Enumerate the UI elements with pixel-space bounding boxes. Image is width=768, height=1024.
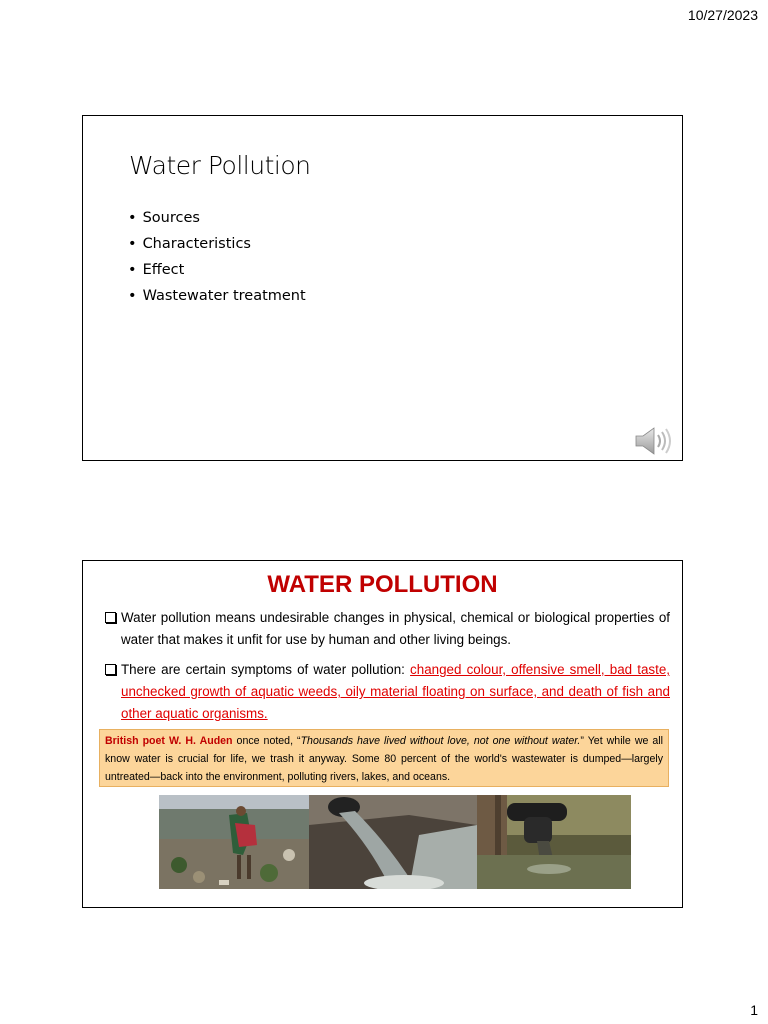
date: 10/27/2023: [687, 7, 758, 23]
quote-author: British poet W. H. Auden: [105, 735, 233, 747]
photo-discharge-pipe: [477, 795, 631, 889]
bullet-definition: [105, 607, 670, 651]
slide-2: [82, 560, 683, 908]
slide-1: [82, 115, 683, 461]
quote-rest: ” Yet while we all know water is crucial for life, we trash it anyway. Some 80 percent of the world's wastewater is dumped—largely untreated—back into the environment, polluting rivers, lakes, and oceans.: [105, 735, 663, 783]
bullet-symptoms: [105, 659, 670, 725]
speaker-icon[interactable]: [634, 426, 674, 456]
photo-polluted-shoreline: [159, 795, 309, 889]
definition-text: Water pollution means undesirable changes in physical, chemical or biological properties of water that makes it unfit for use by human and other living beings.: [121, 610, 670, 647]
photo-sewage-drain: [309, 795, 477, 889]
checkbox-bullet-icon: [105, 664, 116, 675]
auden-quote-box: [99, 729, 669, 787]
symptoms-highlight-text: changed colour, offensive smell, bad taste, unchecked growth of aquatic weeds, oily material floating on surface, and death of fish and other aquatic organisms.: [121, 662, 670, 721]
slide-1-title: Water Pollution: [129, 151, 311, 180]
bullet-wastewater-treatment: • Wastewater treatment: [128, 286, 306, 312]
page-number: 1: [750, 1002, 758, 1018]
slide-1-bullet-list: [128, 208, 306, 312]
checkbox-bullet-icon: [105, 612, 116, 623]
quote-intro: once noted, “: [232, 735, 301, 747]
pollution-photos: [159, 795, 631, 889]
slide-2-title: WATER POLLUTION: [267, 571, 498, 598]
bullet-characteristics: • Characteristics: [128, 234, 306, 260]
symptoms-lead-text: There are certain symptoms of water pollution:: [121, 662, 411, 677]
bullet-sources: • Sources: [128, 208, 306, 234]
bullet-effect: • Effect: [128, 260, 306, 286]
quote-italic: Thousands have lived without love, not one without water.: [300, 735, 581, 747]
